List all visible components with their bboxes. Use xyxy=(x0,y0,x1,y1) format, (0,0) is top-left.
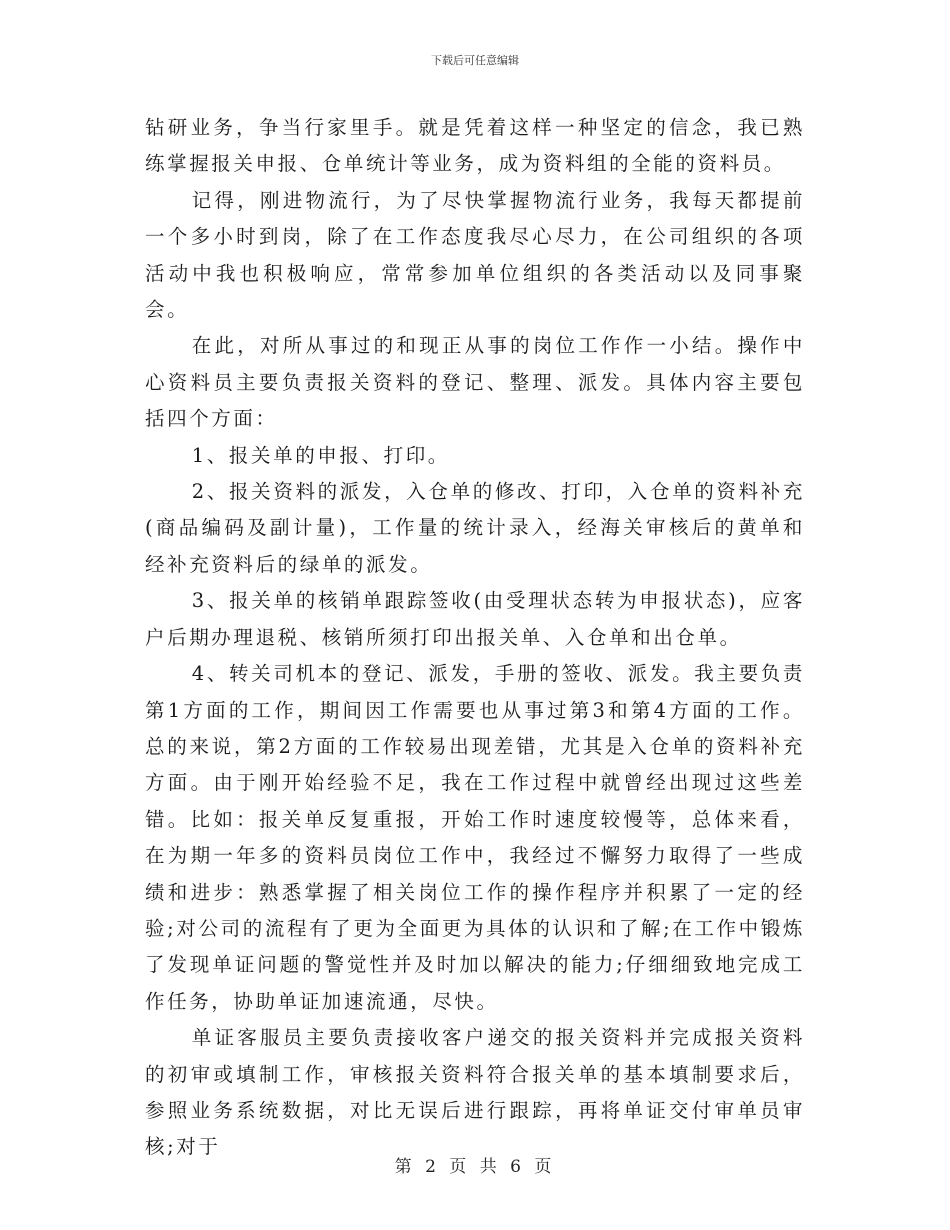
page-header: 下载后可任意编辑 xyxy=(431,54,519,67)
page-number-footer: 第 2 页 共 6 页 xyxy=(394,1157,556,1177)
paragraph-3: 在此，对所从事过的和现正从事的岗位工作作一小结。操作中心资料员主要负责报关资料的登记、整理、派发。具体内容主要包括四个方面： xyxy=(145,334,805,431)
paragraph-2: 记得，刚进物流行，为了尽快掌握物流行业务，我每天都提前一个多小时到岗，除了在工作态度我尽心尽力，在公司组织的各项活动中我也积极响应，常常参加单位组织的各类活动以及同事聚会。 xyxy=(145,188,805,322)
paragraph-1: 钻研业务，争当行家里手。就是凭着这样一种坚定的信念，我已熟练掌握报关申报、仓单统计等业务，成为资料组的全能的资料员。 xyxy=(145,116,805,176)
paragraph-5: 2、报关资料的派发，入仓单的修改、打印，入仓单的资料补充(商品编码及副计量)，工作量的统计录入，经海关审核后的黄单和经补充资料后的绿单的派发。 xyxy=(145,480,805,576)
paragraph-8: 单证客服员主要负责接收客户递交的报关资料并完成报关资料的初审或填制工作，审核报关资料符合报关单的基本填制要求后，参照业务系统数据，对比无误后进行跟踪，再将单证交付审单员审核;对于 xyxy=(145,1026,805,1159)
paragraph-6: 3、报关单的核销单跟踪签收(由受理状态转为申报状态)，应客户后期办理退税、核销所须打印出报关单、入仓单和出仓单。 xyxy=(145,589,805,649)
paragraph-7: 4、转关司机本的登记、派发，手册的签收、派发。我主要负责第1方面的工作，期间因工作需要也从事过第3和第4方面的工作。总的来说，第2方面的工作较易出现差错，尤其是入仓单的资料补充方面。由于刚开始经验不足，我在工作过程中就曾经出现过这些差错。比如：报关单反复重报，开始工作时速度较慢等，总体来看，在为期一年多的资料员岗位工作中，我经过不懈努力取得了一些成绩和进步：熟悉掌握了相关岗位工作的操作程序并积累了一定的经验;对公司的流程有了更为全面更为具体的认识和了解;在工作中锻炼了发现单证问题的警觉性并及时加以解决的能力;仔细细致地完成工作任务，协助单证加速流通，尽快。 xyxy=(145,662,805,1013)
paragraph-4: 1、报关单的申报、打印。 xyxy=(191,443,450,467)
document-body xyxy=(145,110,805,1166)
